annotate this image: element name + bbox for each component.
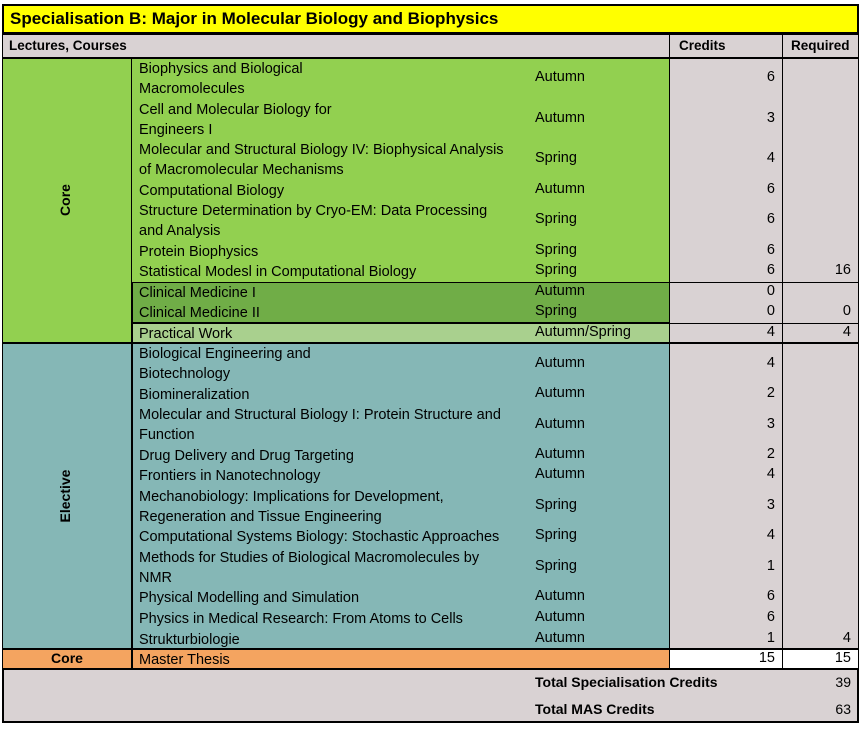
semester: Autumn <box>535 110 585 126</box>
semester: Autumn <box>535 466 585 482</box>
semester: Autumn <box>535 181 585 197</box>
list-item: Computational Biology <box>139 183 285 199</box>
list-item: Clinical Medicine II <box>139 305 260 321</box>
list-item: Physical Modelling and Simulation <box>139 590 360 606</box>
semester: Autumn <box>535 609 585 625</box>
header-lectures: Lectures, Courses <box>2 34 670 58</box>
list-item: Master Thesis <box>139 652 230 668</box>
semester: Spring <box>535 497 577 513</box>
credits-value: 4 <box>766 324 775 340</box>
total-spec-label: Total Specialisation Credits <box>535 674 718 690</box>
thesis-core-label: Core <box>51 650 83 666</box>
list-item: Biomineralization <box>139 387 250 403</box>
credits-value: 0 <box>766 283 775 299</box>
credits-value: 6 <box>766 181 775 197</box>
semester: Spring <box>535 303 577 319</box>
core-label: Core <box>57 184 73 216</box>
list-item: Methods for Studies of Biological Macromolecules by NMR <box>139 550 480 586</box>
semester: Spring <box>535 558 577 574</box>
required-value: 0 <box>842 303 851 319</box>
table-title: Specialisation B: Major in Molecular Biology and Biophysics <box>2 4 859 34</box>
list-item: Molecular and Structural Biology IV: Biophysical Analysis of Macromolecular Mechanisms <box>139 142 504 178</box>
credits-value: 2 <box>766 385 775 401</box>
elective-required-col <box>782 343 859 649</box>
list-item: Molecular and Structural Biology I: Protein Structure and Function <box>139 407 501 443</box>
list-item: Biophysics and Biological Macromolecules <box>139 61 303 97</box>
list-item: Computational Systems Biology: Stochastic Approaches <box>139 529 500 545</box>
credits-value: 4 <box>766 466 775 482</box>
credits-value: 1 <box>766 630 775 646</box>
header-credits: Credits <box>669 34 783 58</box>
list-item: Frontiers in Nanotechnology <box>139 468 321 484</box>
list-item: Practical Work <box>139 326 233 342</box>
semester: Autumn <box>535 588 585 604</box>
required-value: 16 <box>834 262 851 278</box>
total-mas-label: Total MAS Credits <box>535 701 655 717</box>
list-item: Structure Determination by Cryo-EM: Data Processing and Analysis <box>139 203 488 239</box>
credits-value: 4 <box>766 355 775 371</box>
credits-value: 2 <box>766 446 775 462</box>
credits-value: 6 <box>766 69 775 85</box>
semester: Spring <box>535 527 577 543</box>
required-value: 4 <box>842 324 851 340</box>
list-item: Mechanobiology: Implications for Development, Regeneration and Tissue Engineering <box>139 489 444 525</box>
semester: Spring <box>535 211 577 227</box>
semester: Autumn <box>535 446 585 462</box>
required-value: 15 <box>834 650 851 666</box>
total-spec-value: 39 <box>835 674 851 690</box>
credits-value: 6 <box>766 262 775 278</box>
semester: Autumn <box>535 355 585 371</box>
list-item: Drug Delivery and Drug Targeting <box>139 448 354 464</box>
list-item: Strukturbiologie <box>139 632 240 648</box>
list-item: Biological Engineering and Biotechnology <box>139 346 311 382</box>
totals-block <box>2 669 859 723</box>
semester: Autumn <box>535 630 585 646</box>
credits-value: 3 <box>766 416 775 432</box>
core-required-col <box>782 58 859 343</box>
credits-value: 0 <box>766 303 775 319</box>
credits-value: 6 <box>766 609 775 625</box>
semester: Autumn <box>535 416 585 432</box>
semester: Spring <box>535 262 577 278</box>
credits-value: 15 <box>758 650 775 666</box>
semester: Autumn <box>535 69 585 85</box>
credits-value: 6 <box>766 242 775 258</box>
semester: Autumn/Spring <box>535 324 631 340</box>
list-item: Physics in Medical Research: From Atoms to Cells <box>139 611 463 627</box>
semester: Autumn <box>535 283 585 299</box>
credits-value: 6 <box>766 211 775 227</box>
credits-value: 6 <box>766 588 775 604</box>
credits-value: 3 <box>766 110 775 126</box>
list-item: Protein Biophysics <box>139 244 259 260</box>
semester: Autumn <box>535 385 585 401</box>
total-mas-value: 63 <box>835 701 851 717</box>
list-item: Clinical Medicine I <box>139 285 256 301</box>
credits-value: 4 <box>766 150 775 166</box>
core-credits-col <box>669 58 783 343</box>
header-required: Required <box>782 34 859 58</box>
credits-value: 1 <box>766 558 775 574</box>
credits-value: 4 <box>766 527 775 543</box>
semester: Spring <box>535 150 577 166</box>
required-value: 4 <box>842 630 851 646</box>
elective-label: Elective <box>57 469 73 523</box>
credits-value: 3 <box>766 497 775 513</box>
list-item: Statistical Modesl in Computational Biology <box>139 264 417 280</box>
list-item: Cell and Molecular Biology for Engineers I <box>139 102 332 138</box>
semester: Spring <box>535 242 577 258</box>
